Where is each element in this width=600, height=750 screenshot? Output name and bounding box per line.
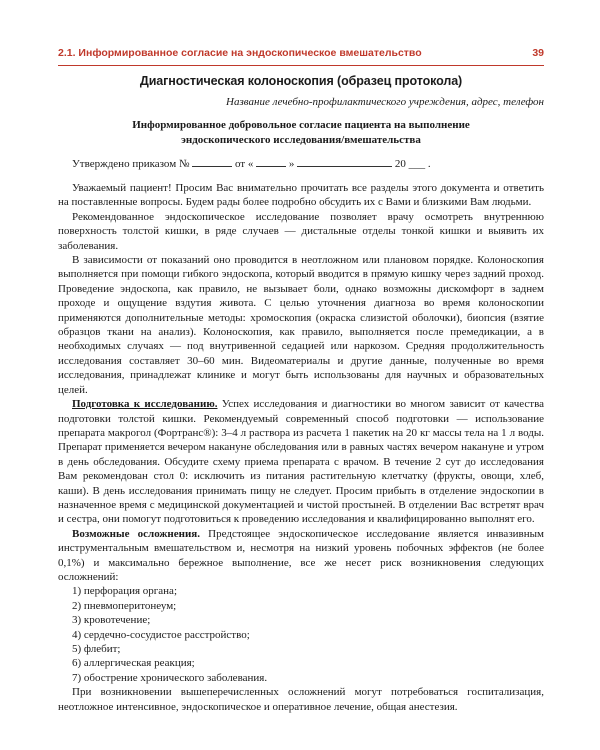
list-item: 3) кровотечение;: [72, 614, 151, 627]
approval-year-prefix: 20: [394, 158, 406, 170]
paragraph-procedure: В зависимости от показаний оно проводится в неотложном или плановом порядке. Колоноскопия выполняется при помощи гибкого эндоскопа, который вводится в прямую кишку через задний проход. Проведение эндоскопа, как правило, не вызывает боли, однако возможны дискомфорт в заднем проходе и ощущение вздутия живота. С целью уточнения диагноза во время колоноскопии применяются дополнительные методы: хромоскопия (окраска слизистой оболочки), биопсия (взятие образцов ткани на анализ). Колоноскопия, как правило, выполняется после премедикации, а в необходимых случаях — под внутривенной седацией или наркозом. Средняя продолжительность исследования составляет 30–60 мин. Видеоматериалы и другие данные, полученные во время исследования, принадлежат клинике и могут быть использованы для научных и образовательных целей.: [58, 254, 544, 396]
order-number-blank: [192, 157, 232, 167]
list-item: 5) флебит;: [72, 643, 121, 655]
approval-from: от «: [234, 158, 254, 170]
list-item: 7) обострение хронического заболевания.: [72, 671, 268, 684]
preparation-text: Успех исследования и диагностики во многом зависит от качества подготовки толстой кишки. Рекомендуемый современный способ подготовки — использование препарата макрогол (Фортранс®): 3–4 л раствора из расчета 1 пакетик на 20 кг массы тела на 1 л воды. Препарат применяется вечером накануне обследования или в равных частях вечером накануне и утром в день обследования. Обсудите схему приема препарата с врачом. В течение 2 сут до исследования Вам рекомендован стол 0: исключить из питания растительную клетчатку (фрукты, овощи, хлеб, каши). В день исследования принимать пищу не следует. Просим прибыть в отделение эндоскопии в назначенное время с медицинской документацией и чистой простыней. В отделении Вас встретят врач и сестра, они помогут подготовиться к проведению исследования и квалифицированно выполнят его.: [58, 398, 545, 526]
running-header: [58, 47, 544, 63]
header-divider: [58, 65, 544, 66]
consent-title: Информированное добровольное согласие пациента на выполнение эндоскопического исследования/вмешательства: [132, 119, 470, 146]
list-item: 1) перфорация органа;: [72, 585, 177, 598]
section-title: 2.1. Информированное согласие на эндоскопическое вмешательство: [58, 47, 422, 59]
complications-text: Предстоящее эндоскопическое исследование является инвазивным инструментальным вмешательством и, несмотря на низкий уровень побочных эффектов (не более 0,1%) и максимально бережное выполнение, все же несет риск возникновения следующих осложнений:: [58, 527, 544, 583]
list-item: 6) аллергическая реакция;: [72, 657, 195, 670]
institution-line: Название лечебно-профилактического учреждения, адрес, телефон: [226, 96, 544, 108]
day-blank: [256, 157, 286, 167]
paragraph-greeting: Уважаемый пациент! Просим Вас внимательно прочитать все разделы этого документа и ответить на поставленные вопросы. Будем рады более подробно обсудить их с Вами и близкими Вам людьми.: [58, 182, 544, 209]
approval-quote-close: »: [288, 158, 295, 170]
paragraph-purpose: Рекомендованное эндоскопическое исследование позволяет врачу осмотреть внутреннюю поверхность толстой кишки, в ряде случаев — дистальные отделы тонкой кишки и выявить их заболевания.: [58, 210, 544, 252]
preparation-heading: Подготовка к исследованию.: [72, 398, 218, 411]
paragraph-consequences: При возникновении вышеперечисленных осложнений могут потребоваться госпитализация, неотложное интенсивное, эндоскопическое и оперативное лечение, общая анестезия.: [58, 686, 544, 713]
document-title: Диагностическая колоноскопия (образец протокола): [139, 74, 463, 88]
paragraph-complications: [58, 527, 544, 585]
approval-line: [58, 157, 544, 172]
approval-prefix: Утверждено приказом №: [72, 158, 190, 170]
month-blank: [297, 157, 392, 167]
list-item: 2) пневмоперитонеум;: [72, 599, 177, 612]
complications-list: [58, 584, 544, 685]
paragraph-preparation: [58, 397, 544, 527]
list-item: 4) сердечно-сосудистое расстройство;: [72, 628, 250, 641]
complications-heading: Возможные осложнения.: [72, 527, 200, 540]
page-number: 39: [532, 47, 544, 59]
page-content: [58, 74, 544, 714]
approval-year-suffix: ___ .: [408, 158, 431, 170]
